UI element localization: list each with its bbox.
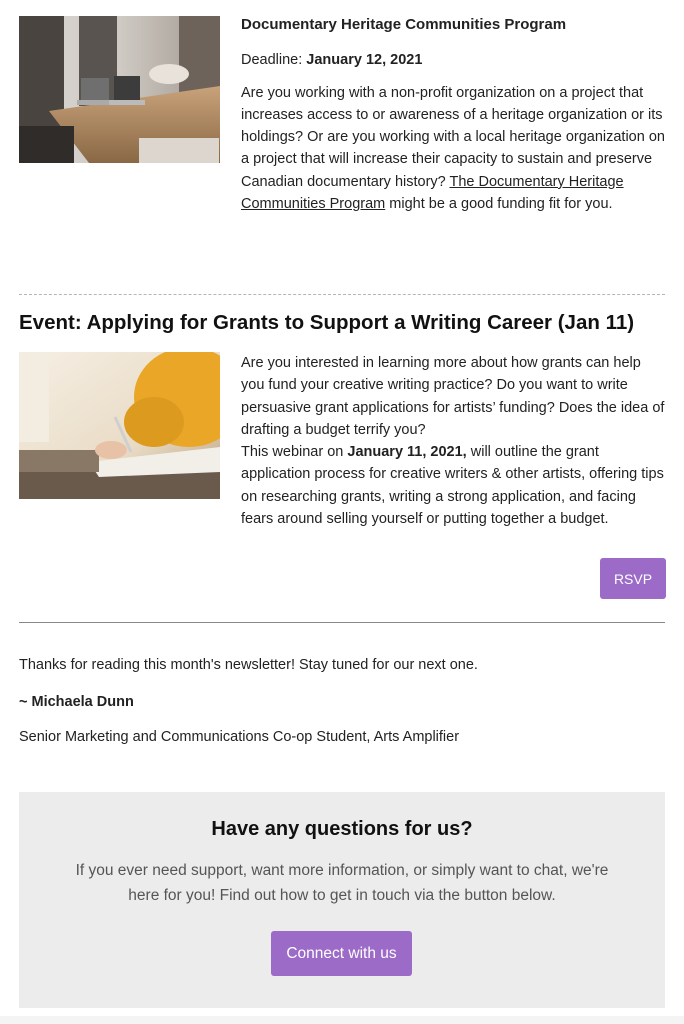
webinar-suffix: will outline the grant application process for creative writers & other artists, offering tips on researching grants, writing a strong application, and facing fears around selling yourself or putting together a budget.	[241, 444, 664, 528]
contact-box	[19, 792, 665, 1008]
webinar-date: January 11, 2021,	[347, 444, 467, 461]
closing-role: Senior Marketing and Communications Co-op Student, Arts Amplifier	[19, 729, 460, 745]
connect-button[interactable]: Connect with us	[271, 931, 412, 976]
program-body-after-link: might be a good funding fit for you.	[385, 196, 613, 213]
solid-divider	[19, 622, 665, 623]
bottom-strip	[0, 1016, 684, 1024]
closing-thanks: Thanks for reading this month's newsletter! Stay tuned for our next one.	[19, 657, 478, 673]
deadline-date: January 12, 2021	[306, 52, 423, 69]
program-link[interactable]: The Documentary Heritage Communities Program	[241, 173, 624, 213]
closing-signature: ~ Michaela Dunn	[19, 694, 134, 710]
webinar-prefix: This webinar on	[241, 444, 348, 461]
meeting-photo	[19, 16, 220, 163]
event-title: Event: Applying for Grants to Support a Writing Career (Jan 11)	[19, 311, 635, 334]
event-intro: Are you interested in learning more about how grants can help you fund your creative writing practice? Do you want to write persuasive grant applications for artists’ funding? Does the idea of drafting a budget terrify you?	[241, 355, 665, 438]
program-body-before-link: Are you working with a non-profit organization on a project that increases access to or awareness of a heritage organization or its holdings? Or are you working with a local heritage organization on a project that will increase their capacity to sustain and preserve Canadian documentary history?	[241, 84, 665, 190]
program-title: Documentary Heritage Communities Program	[241, 16, 567, 33]
program-description	[241, 82, 665, 216]
writing-photo	[19, 352, 220, 499]
deadline-label: Deadline:	[241, 52, 307, 69]
dashed-divider	[19, 294, 665, 295]
program-text	[241, 14, 665, 215]
contact-title: Have any questions for us?	[211, 818, 473, 840]
rsvp-button[interactable]: RSVP	[600, 558, 666, 599]
event-webinar-details	[241, 441, 665, 530]
program-deadline	[241, 49, 665, 71]
event-text	[241, 352, 665, 530]
contact-text: If you ever need support, want more information, or simply want to chat, we're here for you! Find out how to get in touch via the button below.	[75, 862, 609, 904]
